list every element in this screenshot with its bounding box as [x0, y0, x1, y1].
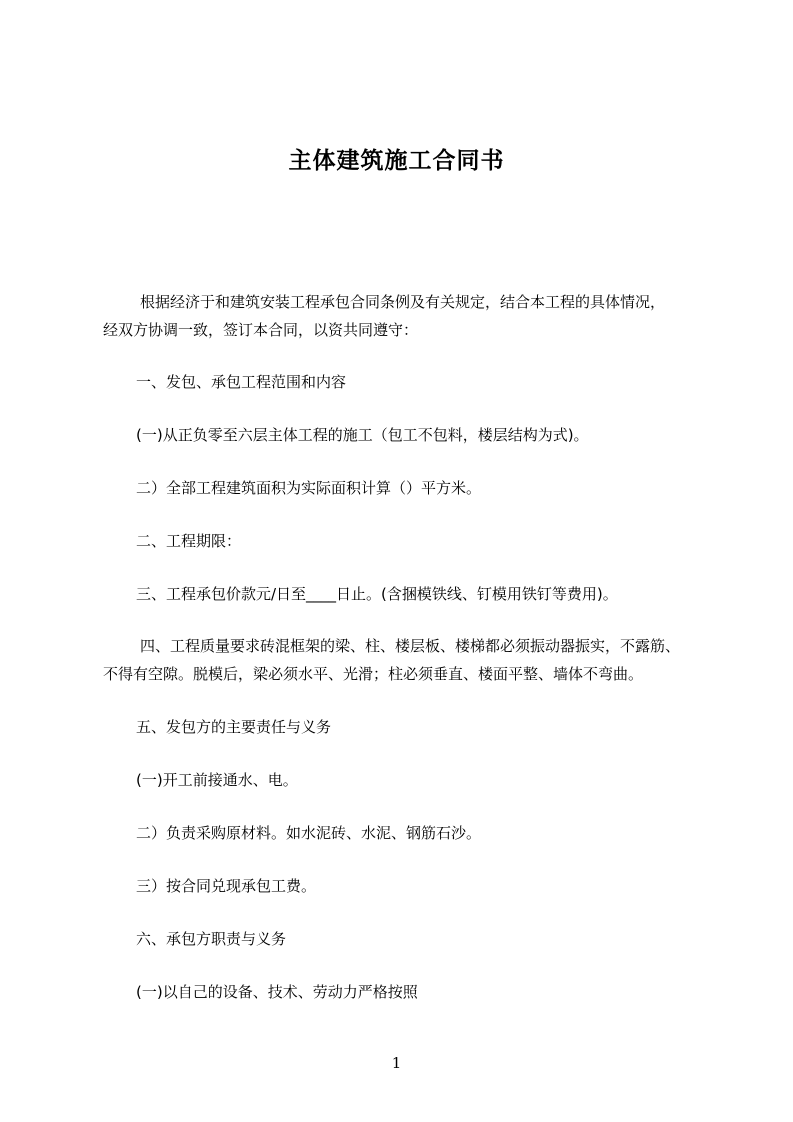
- intro-line-1: 根据经济于和建筑安装工程承包合同条例及有关规定，结合本工程的具体情况，: [140, 293, 666, 311]
- section-2-heading: 二、工程期限：: [136, 532, 242, 550]
- section-3-heading: 三、工程承包价款元/日至____日止。(含捆模铁线、钉模用铁钉等费用)。: [136, 585, 618, 603]
- page-number: 1: [391, 1054, 402, 1072]
- section-5-heading: 五、发包方的主要责任与义务: [136, 718, 332, 736]
- document-title: 主体建筑施工合同书: [288, 148, 505, 174]
- section-6-item-1: (一)以自己的设备、技术、劳动力严格按照: [136, 983, 418, 1001]
- section-4-line-1: 四、工程质量要求砖混框架的梁、柱、楼层板、楼梯都必须振动器振实，不露筋、: [140, 637, 681, 655]
- section-5-item-1: (一)开工前接通水、电。: [136, 771, 298, 789]
- section-4-line-2: 不得有空隙。脱模后，梁必须水平、光滑；柱必须垂直、楼面平整、墙体不弯曲。: [103, 665, 644, 683]
- section-5-item-2: 二）负责采购原材料。如水泥砖、水泥、钢筋石沙。: [136, 824, 482, 842]
- section-1-heading: 一、发包、承包工程范围和内容: [136, 373, 347, 391]
- section-1-item-1: (一)从正负零至六层主体工程的施工（包工不包料，楼层结构为式)。: [136, 426, 589, 444]
- section-5-item-3: 三）按合同兑现承包工费。: [136, 877, 317, 895]
- intro-line-2: 经双方协调一致，签订本合同，以资共同遵守：: [103, 321, 419, 339]
- section-6-heading: 六、承包方职责与义务: [136, 930, 287, 948]
- section-1-item-2: 二）全部工程建筑面积为实际面积计算（）平方米。: [136, 479, 482, 497]
